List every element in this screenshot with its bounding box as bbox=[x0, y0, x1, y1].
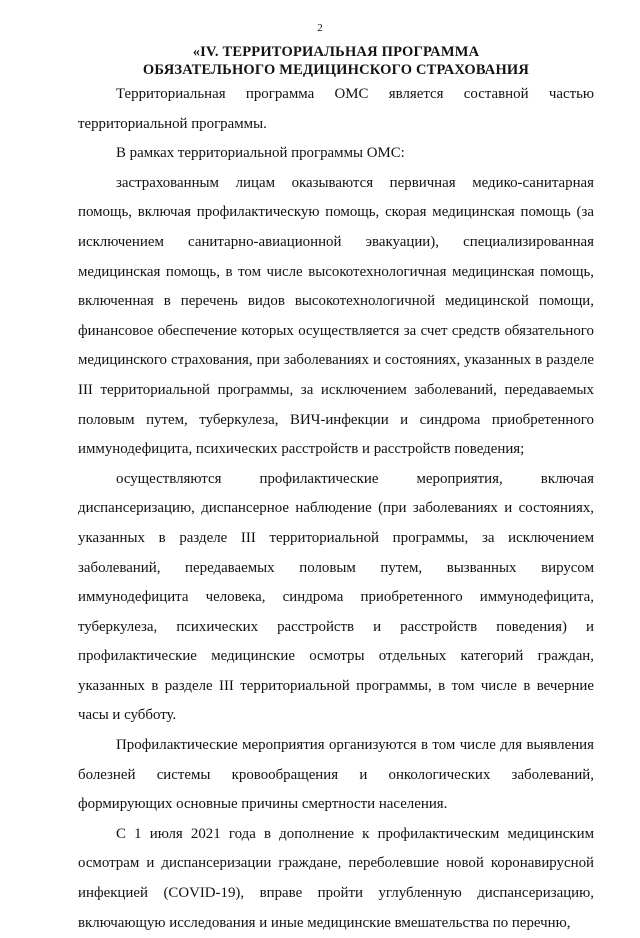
heading-line-2: ОБЯЗАТЕЛЬНОГО МЕДИЦИНСКОГО СТРАХОВАНИЯ bbox=[142, 62, 530, 78]
paragraph-insured-persons: застрахованным лицам оказываются первичная медико-санитарная помощь, включая профилактическую помощь, скорая медицинская помощь (за исключением санитарно-авиационной эвакуации), специализированная медицинская помощь, в том числе высокотехнологичная медицинская помощь, включенная в перечень видов высокотехнологичной медицинской помощи, финансовое обеспечение которых осуществляется за счет средств обязательного медицинского страхования, при заболеваниях и состояниях, указанных в разделе III территориальной программы, за исключением заболеваний, передаваемых половым путем, туберкулеза, ВИЧ-инфекции и синдрома приобретенного иммунодефицита, психических расстройств и расстройств поведения; bbox=[78, 174, 594, 458]
heading-line-1: «IV. ТЕРРИТОРИАЛЬНАЯ ПРОГРАММА bbox=[192, 44, 480, 60]
document-body bbox=[78, 80, 594, 938]
page-number: 2 bbox=[317, 22, 323, 34]
paragraph-preventive-organization: Профилактические мероприятия организуются в том числе для выявления болезней системы кровообращения и онкологических заболеваний, формирующих основные причины смертности населения. bbox=[78, 737, 594, 813]
paragraph-program-part: Территориальная программа ОМС является составной частью территориальной программы. bbox=[78, 86, 594, 132]
paragraph-within-program: В рамках территориальной программы ОМС: bbox=[116, 145, 405, 162]
section-heading bbox=[78, 43, 594, 79]
paragraph-covid-dispensarization: С 1 июля 2021 года в дополнение к профилактическим медицинским осмотрам и диспансеризации граждане, переболевшие новой коронавирусной инфекцией (COVID-19), вправе пройти углубленную диспансеризацию, включающую исследования и иные медицинские вмешательства по перечню, bbox=[78, 825, 594, 931]
paragraph-preventive-measures: осуществляются профилактические мероприятия, включая диспансеризацию, диспансерное наблюдение (при заболеваниях и состояниях, указанных в разделе III территориальной программы, за исключением заболеваний, передаваемых половым путем, вызванных вирусом иммунодефицита человека, синдрома приобретенного иммунодефицита, туберкулеза, психических расстройств и расстройств поведения) и профилактические медицинские осмотры отдельных категорий граждан, указанных в разделе III территориальной программы, в том числе в вечерние часы и субботу. bbox=[78, 470, 594, 724]
